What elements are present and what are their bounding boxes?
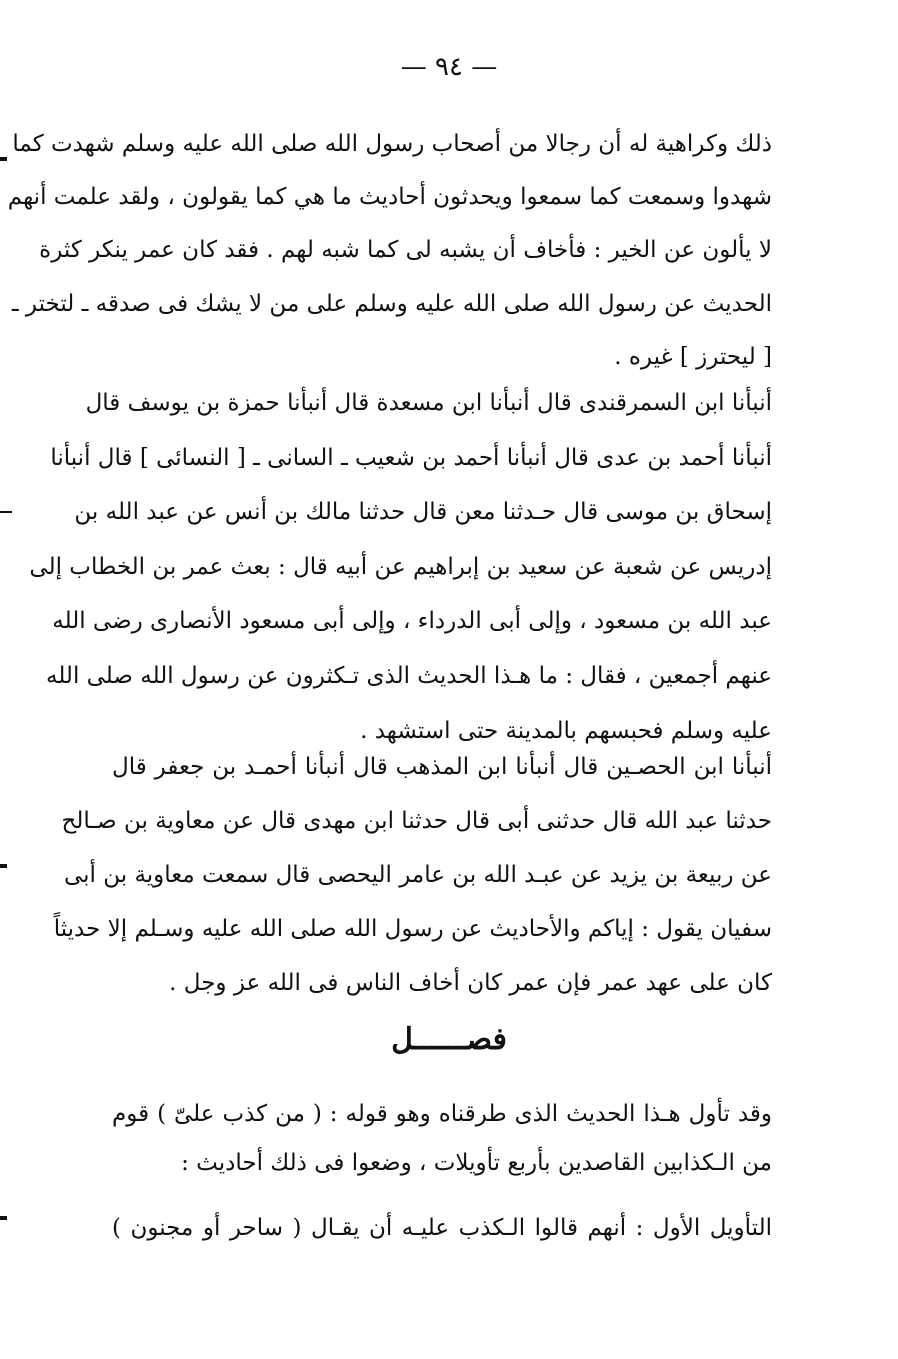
page-number: — ٩٤ —: [400, 52, 498, 82]
text-line: عنهم أجمعين ، فقال : ما هـذا الحديث الذى تـكثرون عن رسول الله صلى الله: [45, 662, 772, 689]
text-line: عبد الله بن مسعود ، وإلى أبى الدرداء ، وإلى أبى مسعود الأنصارى رضى الله: [52, 608, 772, 635]
text-line: حدثنا عبد الله قال حدثنى أبى قال حدثنا ابن مهدى قال عن معاوية بن صـالح: [61, 808, 772, 834]
paragraph-1: [7, 118, 772, 384]
text-line: لا يألون عن الخير : فأخاف أن يشبه لى كما شبه لهم . فقد كان عمر ينكر كثرة: [39, 237, 772, 264]
text-line: شهدوا وسمعت كما سمعوا ويحدثون أحاديث ما هي كما يقولون ، ولقد علمت أنهم: [7, 184, 772, 211]
text-line: وقد تأول هـذا الحديث الذى طرقناه وهو قوله : ( من كذب علىّ ) قوم: [112, 1101, 772, 1127]
margin-mark: [0, 157, 7, 161]
section-title: فصــــــل: [391, 1022, 507, 1057]
text-line: [ ليحترز ] غيره .: [614, 343, 772, 370]
text-line: عليه وسلم فحبسهم بالمدينة حتى استشهد .: [360, 717, 772, 744]
text-line: سفيان يقول : إياكم والأحاديث عن رسول الله صلى الله عليه وسـلم إلا حديثاً: [53, 916, 772, 942]
margin-mark: [0, 511, 12, 513]
text-line: كان على عهد عمر فإن عمر كان أخاف الناس فى الله عز وجل .: [169, 970, 772, 996]
paragraph-3: [53, 740, 772, 1010]
text-line: عن ربيعة بن يزيد عن عبـد الله بن عامر اليحصى قال سمعت معاوية بن أبى: [63, 862, 772, 888]
margin-mark: [0, 1216, 7, 1220]
text-line: أنبأنا ابن الحصـين قال أنبأنا ابن المذهب قال أنبأنا أحمـد بن جعفر قال: [112, 754, 772, 780]
text-line: إسحاق بن موسى قال حـدثنا معن قال حدثنا مالك بن أنس عن عبد الله بن: [74, 499, 772, 526]
text-line: ذلك وكراهية له أن رجالا من أصحاب رسول الله صلى الله عليه وسلم شهدت كما: [12, 131, 772, 157]
section-paragraph-2: [112, 1200, 772, 1256]
text-line: الحديث عن رسول الله صلى الله عليه وسلم على من لا يشك فى صدقه ـ لتختر ـ: [11, 290, 772, 317]
section-paragraph-1: [112, 1090, 772, 1188]
paragraph-2: [29, 376, 772, 758]
margin-mark: [0, 864, 7, 868]
text-line: أنبأنا ابن السمرقندى قال أنبأنا ابن مسعدة قال أنبأنا حمزة بن يوسف قال: [85, 390, 772, 416]
text-line: أنبأنا أحمد بن عدى قال أنبأنا أحمد بن شعيب ـ السانى ـ [ النسائى ] قال أنبأنا: [50, 444, 772, 471]
text-line: التأويل الأول : أنهم قالوا الـكذب عليـه أن يقـال ( ساحر أو مجنون ): [112, 1215, 772, 1241]
text-line: إدريس عن شعبة عن سعيد بن إبراهيم عن أبيه قال : بعث عمر بن الخطاب إلى: [29, 553, 772, 580]
text-line: من الـكذابين القاصدين بأربع تأويلات ، وضعوا فى ذلك أحاديث :: [181, 1150, 772, 1176]
